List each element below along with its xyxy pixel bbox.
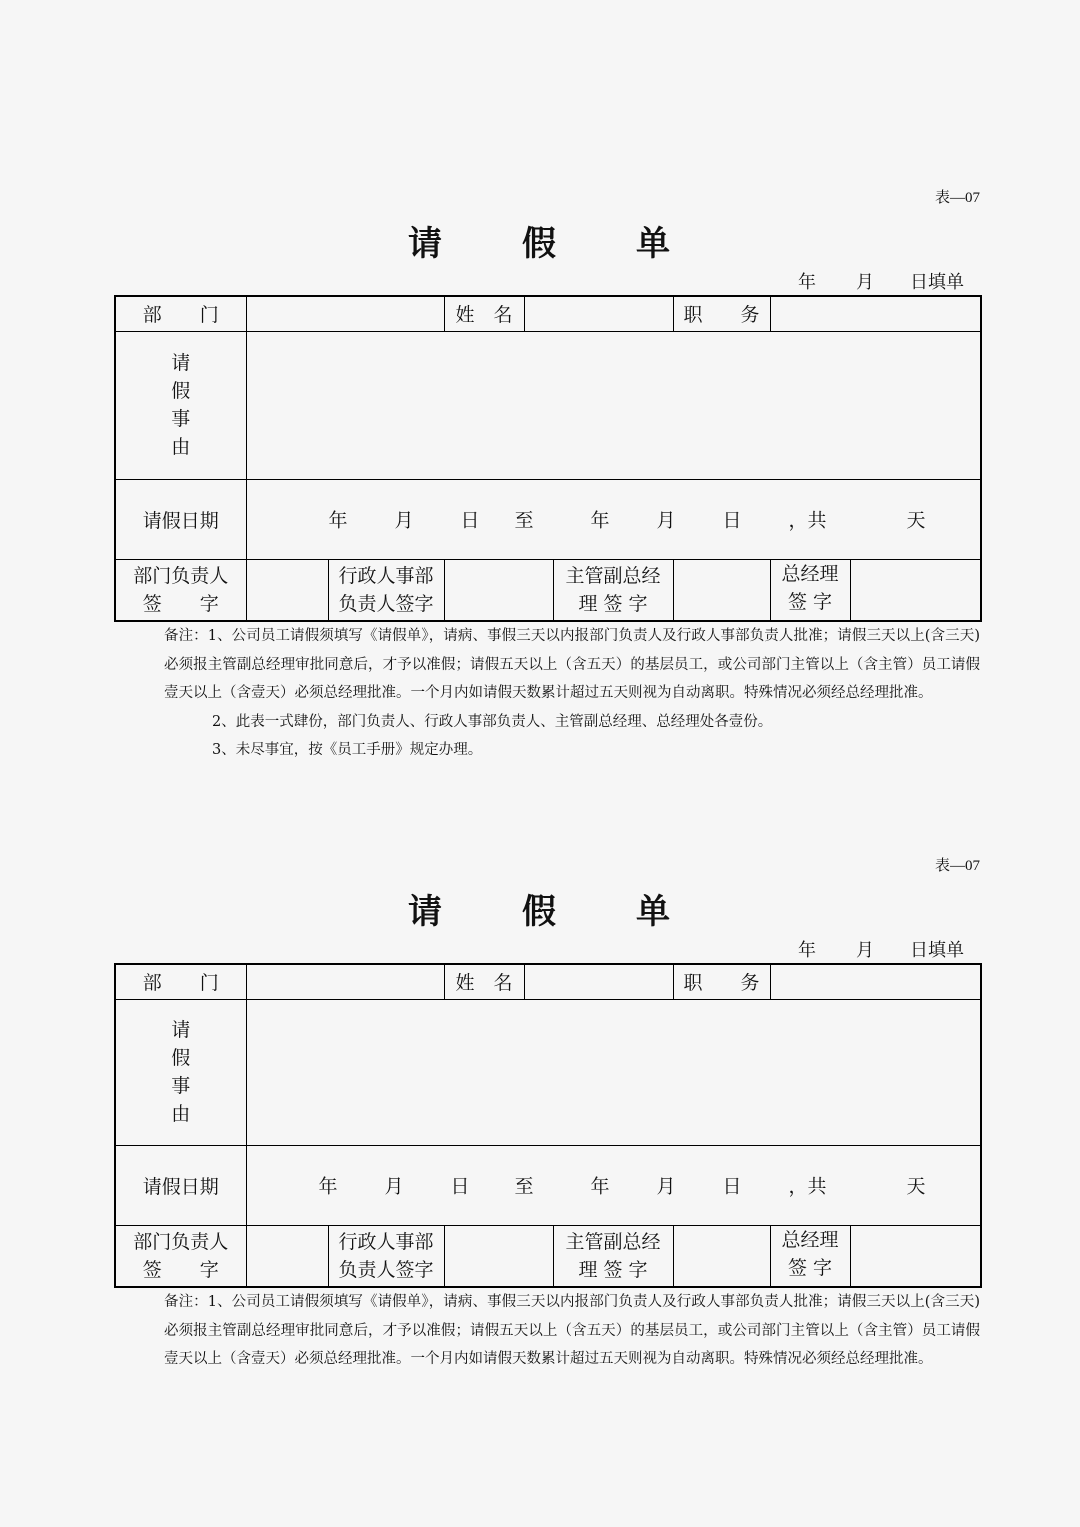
reason-label: 请 假 事 由 <box>115 331 246 479</box>
title-char: 假 <box>522 224 558 264</box>
note-1: 备注：1、公司员工请假须填写《请假单》，请病、事假三天以内报部门负责人及行政人事部负责人批准；请假三天以上(含三天)必须报主管副总经理审批同意后，才予以准假；请假五天以上（含五天）的基层员工，或公司部门主管以上（含主管）员工请假壹天以上（含壹天）必须总经理批准。一个月内如请假天数累计超过五天则视为自动离职。特殊情况必须经总经理批准。 <box>164 628 980 701</box>
leave-table <box>114 963 982 1288</box>
note-2: 2、此表一式肆份，部门负责人、行政人事部负责人、主管副总经理、总经理处各壹份。 <box>212 713 773 730</box>
dept-head-sign-field[interactable] <box>246 1225 328 1287</box>
fill-month: 月 <box>856 272 874 293</box>
fill-day: 日填单 <box>910 940 964 961</box>
title-char: 单 <box>636 224 672 264</box>
date-word: 年 <box>328 509 348 532</box>
date-word: 日 <box>722 1175 742 1198</box>
admin-sign-label: 行政人事部 负责人签字 <box>328 559 444 621</box>
gm-sign-label: 总经理 签 字 <box>770 1225 850 1287</box>
date-word: 年 <box>590 509 610 532</box>
form-code: 表—07 <box>934 858 980 874</box>
note-1: 备注：1、公司员工请假须填写《请假单》，请病、事假三天以内报部门负责人及行政人事部负责人批准；请假三天以上(含三天)必须报主管副总经理审批同意后，才予以准假；请假五天以上（含五天）的基层员工，或公司部门主管以上（含主管）员工请假壹天以上（含壹天）必须总经理批准。一个月内如请假天数累计超过五天则视为自动离职。特殊情况必须经总经理批准。 <box>164 1294 980 1367</box>
leave-table <box>114 295 982 622</box>
leave-date-label: 请假日期 <box>115 479 246 559</box>
form-title <box>0 884 1080 933</box>
dept-head-sign-label: 部门负责人 签 字 <box>115 1225 246 1287</box>
reason-field[interactable] <box>246 331 981 479</box>
date-word: 年 <box>318 1175 338 1198</box>
name-label: 姓 名 <box>444 296 524 331</box>
dept-field[interactable] <box>246 964 444 999</box>
date-word: ，共 <box>788 509 827 532</box>
fill-year: 年 <box>798 272 816 293</box>
title-char: 单 <box>636 892 672 932</box>
date-word: 天 <box>906 509 926 532</box>
gm-sign-field[interactable] <box>850 559 981 621</box>
reason-label: 请 假 事 由 <box>115 999 246 1145</box>
position-label: 职 务 <box>673 964 770 999</box>
dept-head-sign-field[interactable] <box>246 559 328 621</box>
vp-sign-label: 主管副总经 理 签 字 <box>553 1225 673 1287</box>
fill-year: 年 <box>798 940 816 961</box>
date-word: 天 <box>906 1175 926 1198</box>
fill-day: 日填单 <box>910 272 964 293</box>
title-char: 请 <box>408 224 444 264</box>
reason-field[interactable] <box>246 999 981 1145</box>
admin-sign-label: 行政人事部 负责人签字 <box>328 1225 444 1287</box>
date-word: ，共 <box>788 1175 827 1198</box>
position-label: 职 务 <box>673 296 770 331</box>
admin-sign-field[interactable] <box>444 1225 553 1287</box>
date-word: 日 <box>460 509 480 532</box>
date-word: 至 <box>514 509 534 532</box>
fill-date <box>798 268 964 294</box>
date-word: 月 <box>656 1175 676 1198</box>
notes <box>164 622 980 765</box>
date-word: 至 <box>514 1175 534 1198</box>
date-word: 日 <box>722 509 742 532</box>
vp-sign-field[interactable] <box>673 1225 770 1287</box>
name-field[interactable] <box>524 964 673 999</box>
form-code: 表—07 <box>934 190 980 206</box>
admin-sign-field[interactable] <box>444 559 553 621</box>
title-char: 假 <box>522 892 558 932</box>
gm-sign-field[interactable] <box>850 1225 981 1287</box>
date-word: 月 <box>656 509 676 532</box>
title-char: 请 <box>408 892 444 932</box>
date-word: 月 <box>384 1175 404 1198</box>
form-title <box>0 216 1080 265</box>
fill-date <box>798 936 964 962</box>
date-word: 年 <box>590 1175 610 1198</box>
position-field[interactable] <box>770 296 981 331</box>
dept-field[interactable] <box>246 296 444 331</box>
note-3: 3、未尽事宜，按《员工手册》规定办理。 <box>212 742 483 758</box>
fill-month: 月 <box>856 940 874 961</box>
notes <box>164 1288 980 1374</box>
leave-date-field[interactable] <box>246 479 981 559</box>
dept-label: 部 门 <box>115 964 246 999</box>
name-label: 姓 名 <box>444 964 524 999</box>
vp-sign-field[interactable] <box>673 559 770 621</box>
date-word: 日 <box>450 1175 470 1198</box>
dept-label: 部 门 <box>115 296 246 331</box>
dept-head-sign-label: 部门负责人 签 字 <box>115 559 246 621</box>
leave-date-field[interactable] <box>246 1145 981 1225</box>
name-field[interactable] <box>524 296 673 331</box>
vp-sign-label: 主管副总经 理 签 字 <box>553 559 673 621</box>
date-word: 月 <box>394 509 414 532</box>
leave-date-label: 请假日期 <box>115 1145 246 1225</box>
position-field[interactable] <box>770 964 981 999</box>
gm-sign-label: 总经理 签 字 <box>770 559 850 621</box>
